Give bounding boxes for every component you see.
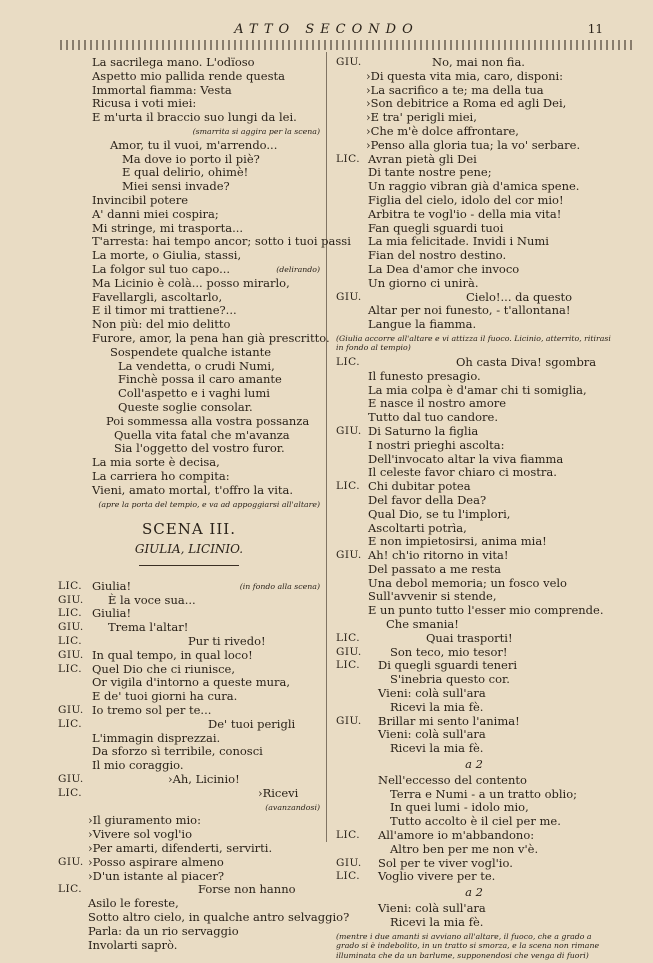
verse-line xyxy=(336,397,612,411)
verse-line xyxy=(336,222,612,236)
verse-line xyxy=(58,346,320,360)
speaker-label: LIC. xyxy=(58,607,83,620)
verse-line xyxy=(336,439,612,453)
verse-text: La morte, o Giulia, stassi, xyxy=(92,248,242,263)
verse-text: Mi stringe, mi trasporta... xyxy=(92,220,244,235)
scene-rule xyxy=(139,565,239,566)
verse-text: La mia colpa è d'amar chi ti somiglia, xyxy=(368,382,587,397)
verse-text: Il funesto presagio. xyxy=(368,368,481,383)
verse-line xyxy=(336,480,612,494)
speaker-label: LIC. xyxy=(336,870,361,883)
speaker-label: GIU. xyxy=(336,645,362,658)
verse-text: Altro ben per me non v'è. xyxy=(390,841,539,856)
inline-stage-direction: (in fondo alla scena) xyxy=(239,581,320,591)
verse-line xyxy=(58,208,320,222)
verse-line xyxy=(58,704,320,718)
verse-line xyxy=(336,788,612,802)
verse-line xyxy=(58,594,320,608)
verse-text: Tutto accolto è il ciel per me. xyxy=(390,814,561,829)
verse-line xyxy=(58,745,320,759)
verse-text: No, mai non fia. xyxy=(432,55,525,69)
verse-line xyxy=(336,235,612,249)
speaker-label: GIU. xyxy=(58,648,84,661)
verse-text: Voglio vivere per te. xyxy=(378,869,496,884)
verse-text: Vieni: colà sull'ara xyxy=(378,901,486,916)
verse-line xyxy=(58,676,320,690)
verse-text: Sotto altro cielo, in qualche antro selvaggio? xyxy=(88,910,350,925)
verse-line xyxy=(336,687,612,701)
verse-line xyxy=(336,715,612,729)
verse-line xyxy=(58,787,320,801)
stage-direction: (Giulia accorre all'altare e vi attizza il fuoco. Licinio, atterrito, ritirasi in fondo al tempio) xyxy=(336,333,611,353)
verse-line xyxy=(58,649,320,663)
speaker-label: LIC. xyxy=(336,659,361,672)
verse-line xyxy=(58,263,320,277)
verse-line xyxy=(58,153,320,167)
verse-line xyxy=(336,728,612,742)
verse-text: Ricevi la mia fè. xyxy=(390,914,484,929)
verse-line xyxy=(58,234,351,249)
verse-text: ›Penso alla gloria tua; la vo' serbare. xyxy=(366,137,581,152)
verse-line xyxy=(336,857,612,871)
speaker-label: GIU. xyxy=(58,855,84,868)
verse-line xyxy=(58,401,320,415)
verse-line xyxy=(336,618,612,632)
verse-text: ›Son debitrice a Roma ed agli Dei, xyxy=(366,96,567,111)
verse-text: Or vigila d'intorno a queste mura, xyxy=(92,675,291,690)
verse-text: Vieni: colà sull'ara xyxy=(378,686,486,701)
verse-line xyxy=(58,277,320,291)
verse-line xyxy=(336,208,612,222)
verse-text: Vieni: colà sull'ara xyxy=(378,727,486,742)
verse-text: Quel Dio che ci riunisce, xyxy=(92,661,236,676)
verse-text: Ah! ch'io ritorno in vita! xyxy=(368,548,509,563)
verse-line xyxy=(336,263,612,277)
verse-line xyxy=(58,429,320,443)
verse-text: Amor, tu il vuoi, m'arrendo... xyxy=(110,137,278,152)
running-header: ATTO SECONDO xyxy=(234,22,419,37)
verse-line xyxy=(336,84,612,98)
speaker-label: LIC. xyxy=(58,662,83,675)
verse-line xyxy=(336,291,612,305)
verse-line xyxy=(58,222,320,236)
verse-text: Ricevi la mia fè. xyxy=(390,741,484,756)
verse-text: Non più: del mio delitto xyxy=(92,317,231,332)
verse-line xyxy=(58,387,320,401)
verse-text: Brillar mi sento l'anima! xyxy=(378,713,520,728)
verse-line xyxy=(336,843,612,857)
verse-line xyxy=(58,360,320,374)
verse-line xyxy=(58,180,320,194)
verse-line xyxy=(336,425,612,439)
dialogue-block-left xyxy=(58,578,350,953)
verse-line xyxy=(336,659,612,673)
verse-text: In quei lumi - idolo mio, xyxy=(390,800,529,815)
verse-block-left xyxy=(58,55,351,511)
verse-line xyxy=(336,604,612,618)
verse-text: La carriera ho compita: xyxy=(92,468,230,483)
verse-line xyxy=(58,139,320,153)
verse-text: Immortal fiamma: Vesta xyxy=(92,82,232,97)
verse-text: ›Ricevi xyxy=(258,785,299,800)
verse-line xyxy=(336,194,612,208)
speaker-label: GIU. xyxy=(336,714,362,727)
verse-line xyxy=(58,621,320,635)
speaker-label: LIC. xyxy=(336,829,361,842)
verse-line xyxy=(336,384,612,398)
verse-line xyxy=(336,70,612,84)
verse-line xyxy=(336,125,612,139)
verse-text: Di quegli sguardi teneri xyxy=(378,658,518,673)
verse-line xyxy=(336,590,612,604)
verse-line xyxy=(58,484,320,498)
verse-line xyxy=(58,939,320,953)
verse-text: La Dea d'amor che invoco xyxy=(368,261,520,276)
stage-direction: (apre la porta del tempio, e va ad appoggiarsi all'altare) xyxy=(98,499,320,509)
verse-text: Cielo!... da questo xyxy=(466,289,573,304)
verse-line xyxy=(58,925,320,939)
speaker-label: GIU. xyxy=(336,290,362,303)
verse-text: Parla: da un rio servaggio xyxy=(88,923,239,938)
speaker-label: GIU. xyxy=(58,621,84,634)
verse-line xyxy=(336,916,612,930)
verse-line xyxy=(336,870,612,884)
verse-line xyxy=(336,494,612,508)
speaker-label: LIC. xyxy=(336,355,361,368)
right-column xyxy=(336,56,612,963)
verse-line xyxy=(336,902,612,916)
verse-line xyxy=(336,829,612,843)
verse-line xyxy=(336,249,612,263)
verse-line xyxy=(336,577,612,591)
verse-line xyxy=(336,153,612,167)
verse-line xyxy=(58,194,320,208)
verse-line xyxy=(58,97,320,111)
speaker-label: LIC. xyxy=(58,579,83,592)
speaker-label: GIU. xyxy=(336,856,362,869)
verse-line xyxy=(58,663,320,677)
verse-line xyxy=(58,828,320,842)
verse-text: Favellargli, ascoltarlo, xyxy=(92,289,223,304)
verse-text: Giulia! xyxy=(92,606,132,621)
verse-line xyxy=(58,732,320,746)
verse-line xyxy=(58,883,320,897)
verse-text: ›La sacrifico a te; ma della tua xyxy=(366,82,544,97)
verse-text: Langue la fiamma. xyxy=(368,317,477,332)
verse-text: Coll'aspetto e i vaghi lumi xyxy=(118,386,270,401)
verse-line xyxy=(58,249,320,263)
verse-line xyxy=(58,291,320,305)
verse-text: Del favor della Dea? xyxy=(368,492,487,507)
verse-text: Sol per te viver vogl'io. xyxy=(378,855,513,870)
verse-text: E un punto tutto l'esser mio comprende. xyxy=(368,603,604,618)
verse-line xyxy=(58,56,320,70)
verse-line xyxy=(336,742,612,756)
ensemble-marker: a 2 xyxy=(465,885,483,900)
verse-line xyxy=(336,139,612,153)
speaker-label: LIC. xyxy=(336,152,361,165)
verse-line xyxy=(336,411,612,425)
verse-text: Una debol memoria; un fosco velo xyxy=(368,575,567,590)
speaker-label: LIC. xyxy=(58,883,83,896)
verse-text: Ma dove io porto il piè? xyxy=(122,151,260,166)
verse-text: La sacrilega mano. L'odïoso xyxy=(92,55,255,69)
stage-direction: (mentre i due amanti si avviano all'altare, il fuoco, che a grado a grado si è indebolito, in un tratto si smorza, e la scena non rimane illuminata che da un barlume, supponendosi che venga di fuori) xyxy=(336,931,600,960)
verse-text: Aspetto mio pallida rende questa xyxy=(92,68,285,83)
verse-text: Invincibil potere xyxy=(92,192,189,207)
verse-line xyxy=(336,535,612,549)
verse-text: ›Che m'è dolce affrontare, xyxy=(366,123,519,138)
verse-text: Il celeste favor chiaro ci mostra. xyxy=(368,465,557,480)
verse-text: De' tuoi perigli xyxy=(208,716,296,731)
verse-text: Avran pietà gli Dei xyxy=(368,151,477,166)
verse-line xyxy=(58,690,320,704)
verse-line xyxy=(336,453,612,467)
verse-line xyxy=(58,111,320,125)
verse-text: ›Posso aspirare almeno xyxy=(88,854,224,869)
verse-text: E qual delirio, ohimè! xyxy=(122,165,249,180)
verse-line xyxy=(58,856,320,870)
verse-text: Fan quegli sguardi tuoi xyxy=(368,220,504,235)
verse-text: Qual Dio, se tu l'implori, xyxy=(368,506,511,521)
verse-text: ›Vivere sol vogl'io xyxy=(88,827,193,842)
verse-text: Furore, amor, la pena han già prescritto. xyxy=(92,330,330,345)
verse-line xyxy=(336,304,612,318)
verse-text: Di tante nostre pene; xyxy=(368,165,492,180)
verse-text: Un giorno ci unirà. xyxy=(368,275,479,290)
inline-stage-direction: (delirando) xyxy=(276,264,320,274)
verse-text: La mia sorte è decisa, xyxy=(92,455,220,470)
verse-line xyxy=(58,607,320,621)
verse-text: E nasce il nostro amore xyxy=(368,396,507,411)
verse-text: Asilo le foreste, xyxy=(88,896,179,911)
verse-line xyxy=(58,897,320,911)
verse-line xyxy=(58,415,320,429)
verse-text: Involarti saprò. xyxy=(88,937,178,952)
scene-characters: GIULIA, LICINIO. xyxy=(134,542,244,557)
verse-line xyxy=(336,356,612,370)
verse-line xyxy=(336,277,612,291)
verse-text: Quai trasporti! xyxy=(426,630,513,645)
verse-text: Son teco, mio tesor! xyxy=(390,644,508,659)
verse-text: Io tremo sol per te... xyxy=(92,703,212,718)
verse-line xyxy=(58,470,320,484)
verse-text: E non impietosirsi, anima mia! xyxy=(368,534,547,549)
verse-text: L'immagin disprezzai. xyxy=(92,730,221,745)
verse-text: Ma Licinio è colà... posso mirarlo, xyxy=(92,275,290,290)
verse-line xyxy=(336,801,612,815)
verse-text: Giulia! xyxy=(92,578,132,593)
verse-text: T'arresta: hai tempo ancor; sotto i tuoi passi xyxy=(92,234,351,249)
verse-text: Tutto dal tuo candore. xyxy=(368,410,499,425)
verse-line xyxy=(58,870,320,884)
verse-line xyxy=(336,522,612,536)
verse-line xyxy=(58,166,320,180)
verse-line xyxy=(58,759,320,773)
page-number: 11 xyxy=(587,22,603,36)
verse-text: ›E tra' perigli miei, xyxy=(366,110,477,125)
verse-text: I nostri prieghi ascolta: xyxy=(368,437,505,452)
column-divider xyxy=(326,52,327,842)
speaker-label: GIU. xyxy=(336,549,362,562)
verse-line xyxy=(336,549,612,563)
verse-line xyxy=(58,718,320,732)
verse-line xyxy=(58,84,320,98)
speaker-label: GIU. xyxy=(336,56,362,68)
verse-text: Vieni, amato mortal, t'offro la vita. xyxy=(92,482,294,497)
scene-title: SCENA III. xyxy=(142,520,236,539)
left-column xyxy=(58,55,351,952)
verse-text: Che smania! xyxy=(386,617,459,632)
speaker-label: LIC. xyxy=(336,480,361,493)
speaker-label: GIU. xyxy=(58,773,84,786)
verse-line xyxy=(58,814,320,828)
verse-text: ›Per amarti, difenderti, servirti. xyxy=(88,841,273,856)
verse-text: Miei sensi invade? xyxy=(122,179,230,194)
speaker-label: GIU. xyxy=(336,424,362,437)
verse-text: Figlia del cielo, idolo del cor mio! xyxy=(368,192,564,207)
verse-line xyxy=(58,318,320,332)
verse-line xyxy=(336,180,612,194)
verse-text: Quella vita fatal che m'avanza xyxy=(114,427,290,442)
verse-text: S'inebria questo cor. xyxy=(390,672,510,687)
speaker-label: GIU. xyxy=(58,593,84,606)
verse-line xyxy=(336,815,612,829)
verse-text: Pur ti rivedo! xyxy=(188,634,266,649)
verse-text: Poi sommessa alla vostra possanza xyxy=(106,413,310,428)
verse-text: Chi dubitar potea xyxy=(368,479,471,494)
verse-text: Di Saturno la figlia xyxy=(368,423,479,438)
verse-text: In qual tempo, in qual loco! xyxy=(92,647,253,662)
verse-text: ›Ah, Licinio! xyxy=(168,772,240,787)
verse-text: E de' tuoi giorni ha cura. xyxy=(92,689,238,704)
verse-line xyxy=(336,701,612,715)
verse-line xyxy=(336,166,612,180)
verse-text: All'amore io m'abbandono: xyxy=(378,828,535,843)
verse-text: E il timor mi trattiene?... xyxy=(92,303,237,318)
ensemble-marker: a 2 xyxy=(465,757,483,772)
verse-text: La vendetta, o crudi Numi, xyxy=(118,358,275,373)
verse-text: ›D'un istante al piacer? xyxy=(88,868,224,883)
verse-line xyxy=(336,318,612,332)
verse-line xyxy=(336,56,612,70)
verse-text: Dell'invocato altar la viva fiamma xyxy=(368,451,564,466)
verse-line xyxy=(336,632,612,646)
verse-text: Queste soglie consolar. xyxy=(118,399,253,414)
verse-line xyxy=(58,456,320,470)
verse-text: Un raggio vibran già d'amica spene. xyxy=(368,179,580,194)
verse-text: Arbitra te vogl'io - della mia vita! xyxy=(368,206,562,221)
verse-text: Il mio coraggio. xyxy=(92,758,184,773)
verse-text: È la voce sua... xyxy=(108,592,196,607)
verse-line xyxy=(58,910,350,925)
verse-text: Nell'eccesso del contento xyxy=(378,772,527,787)
verse-text: Finchè possa il caro amante xyxy=(118,372,282,387)
verse-text: Del passato a me resta xyxy=(368,561,501,576)
speaker-label: LIC. xyxy=(58,717,83,730)
verse-line xyxy=(58,842,320,856)
verse-line xyxy=(336,97,612,111)
verse-line xyxy=(336,370,612,384)
verse-text: Ricevi la mia fè. xyxy=(390,699,484,714)
verse-line xyxy=(336,508,612,522)
verse-text: Forse non hanno xyxy=(198,882,296,897)
verse-text: ›Il giuramento mio: xyxy=(88,813,201,828)
stage-direction: (avanzandosi) xyxy=(265,802,320,812)
verse-line xyxy=(336,111,612,125)
verse-line xyxy=(58,304,320,318)
verse-line xyxy=(58,442,320,456)
verse-text: La folgor sul tuo capo... xyxy=(92,261,231,276)
verse-text: Trema l'altar! xyxy=(108,620,189,635)
verse-text: Sia l'oggetto del vostro furor. xyxy=(114,441,285,456)
verse-text: Sull'avvenir si stende, xyxy=(368,589,497,604)
verse-line xyxy=(58,773,320,787)
verse-line xyxy=(336,466,612,480)
verse-text: Oh casta Diva! sgombra xyxy=(456,354,597,369)
verse-text: Ricusa i voti miei: xyxy=(92,96,197,111)
verse-text: Ascoltarti potrìa, xyxy=(368,520,467,535)
verse-line xyxy=(336,774,612,788)
verse-text: La mia felicitade. Invidi i Numi xyxy=(368,234,549,249)
verse-line xyxy=(58,635,320,649)
verse-text: Terra e Numi - a un tratto oblio; xyxy=(390,786,578,801)
speaker-label: LIC. xyxy=(336,631,361,644)
verse-line xyxy=(58,580,320,594)
verse-line xyxy=(336,563,612,577)
verse-line xyxy=(336,646,612,660)
verse-text: A' danni miei cospira; xyxy=(92,206,219,221)
verse-line xyxy=(58,330,330,346)
verse-line xyxy=(58,373,320,387)
verse-text: ›Di questa vita mia, caro, disponi: xyxy=(366,68,564,83)
stage-direction: (smarrita si aggira per la scena) xyxy=(192,126,320,136)
dialogue-block-right xyxy=(336,56,612,960)
verse-line xyxy=(58,70,320,84)
verse-text: Fian del nostro destino. xyxy=(368,248,507,263)
verse-text: Sospendete qualche istante xyxy=(110,344,272,359)
verse-text: Da sforzo sì terribile, conosci xyxy=(92,744,263,759)
speaker-label: LIC. xyxy=(58,635,83,648)
speaker-label: LIC. xyxy=(58,786,83,799)
header-ornament xyxy=(60,40,635,50)
verse-text: E m'urta il braccio suo lungi da lei. xyxy=(92,110,297,125)
verse-text: Altar per noi funesto, - t'allontana! xyxy=(368,303,571,318)
verse-line xyxy=(336,673,612,687)
speaker-label: GIU. xyxy=(58,704,84,717)
